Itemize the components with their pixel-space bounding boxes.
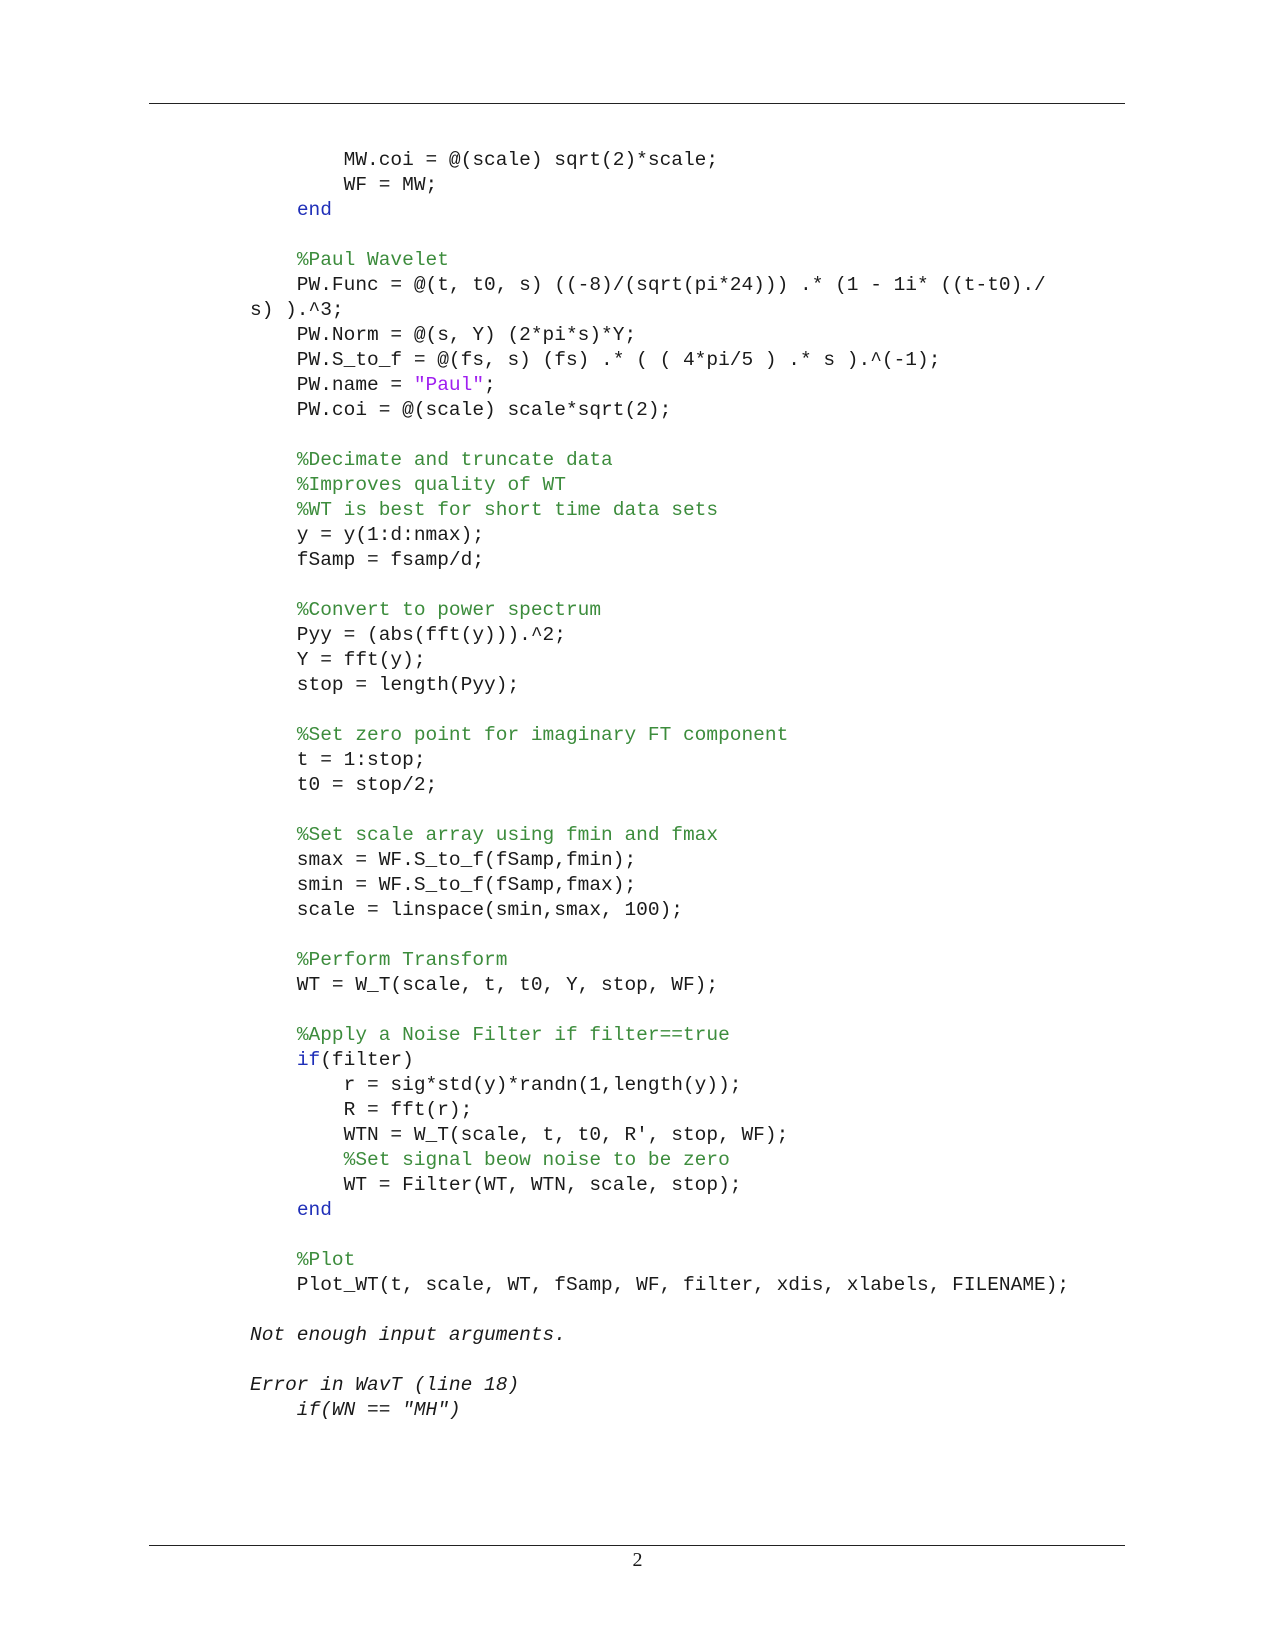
code-comment: %Perform Transform <box>296 949 508 971</box>
code-line <box>250 248 1069 273</box>
code-text <box>250 499 297 521</box>
code-text <box>250 1249 297 1271</box>
code-text: smax = WF.S_to_f(fSamp,fmin); <box>250 849 637 871</box>
blank-line <box>250 1348 1069 1373</box>
code-text <box>250 1049 297 1071</box>
code-line <box>250 273 1069 298</box>
code-text: PW.Func = @(t, t0, s) ((-8)/(sqrt(pi*24))) .* (1 - 1i* ((t-t0)./ <box>250 274 1046 296</box>
code-comment: %Set signal beow noise to be zero <box>343 1149 730 1171</box>
code-text: PW.name = <box>250 374 414 396</box>
code-text <box>250 824 297 846</box>
code-keyword: end <box>296 1199 332 1221</box>
code-line <box>250 748 1069 773</box>
blank-line <box>250 923 1069 948</box>
code-text: r = sig*std(y)*randn(1,length(y)); <box>250 1074 742 1096</box>
code-line <box>250 1323 1069 1348</box>
code-line <box>250 1373 1069 1398</box>
blank-line <box>250 573 1069 598</box>
code-text: t = 1:stop; <box>250 749 426 771</box>
code-line <box>250 1273 1069 1298</box>
blank-line <box>250 798 1069 823</box>
code-line <box>250 598 1069 623</box>
code-text: y = y(1:d:nmax); <box>250 524 485 546</box>
code-text <box>250 249 297 271</box>
code-line <box>250 873 1069 898</box>
code-text: scale = linspace(smin,smax, 100); <box>250 899 683 921</box>
code-line <box>250 523 1069 548</box>
code-line <box>250 148 1069 173</box>
error-output-text: Error in WavT (line 18) <box>250 1374 520 1396</box>
code-text: smin = WF.S_to_f(fSamp,fmax); <box>250 874 637 896</box>
code-line <box>250 198 1069 223</box>
code-line <box>250 548 1069 573</box>
blank-line <box>250 998 1069 1023</box>
code-text: t0 = stop/2; <box>250 774 438 796</box>
code-comment: %Set zero point for imaginary FT component <box>296 724 789 746</box>
code-text <box>250 1199 297 1221</box>
code-text <box>250 1149 344 1171</box>
code-text: (filter) <box>320 1049 414 1071</box>
code-line <box>250 398 1069 423</box>
code-text: PW.coi = @(scale) scale*sqrt(2); <box>250 399 672 421</box>
code-text <box>250 199 297 221</box>
code-line <box>250 1123 1069 1148</box>
code-text <box>250 1024 297 1046</box>
code-line <box>250 373 1069 398</box>
code-comment: %WT is best for short time data sets <box>296 499 719 521</box>
code-line <box>250 1173 1069 1198</box>
code-comment: %Improves quality of WT <box>296 474 566 496</box>
code-text: Pyy = (abs(fft(y))).^2; <box>250 624 566 646</box>
code-text: stop = length(Pyy); <box>250 674 520 696</box>
code-text: R = fft(r); <box>250 1099 473 1121</box>
code-line <box>250 498 1069 523</box>
code-line <box>250 648 1069 673</box>
code-text: WF = MW; <box>250 174 438 196</box>
code-line <box>250 723 1069 748</box>
code-text <box>250 474 297 496</box>
error-output-text: if(WN == "MH") <box>250 1399 461 1421</box>
code-text: Y = fft(y); <box>250 649 426 671</box>
code-line <box>250 473 1069 498</box>
code-text: WTN = W_T(scale, t, t0, R', stop, WF); <box>250 1124 789 1146</box>
code-comment: %Paul Wavelet <box>296 249 449 271</box>
blank-line <box>250 223 1069 248</box>
code-comment: %Set scale array using fmin and fmax <box>296 824 719 846</box>
code-line <box>250 848 1069 873</box>
code-text: ; <box>484 374 496 396</box>
header-rule <box>149 103 1125 104</box>
code-comment: %Plot <box>296 1249 356 1271</box>
code-text: WT = W_T(scale, t, t0, Y, stop, WF); <box>250 974 719 996</box>
code-text: PW.Norm = @(s, Y) (2*pi*s)*Y; <box>250 324 637 346</box>
code-line <box>250 948 1069 973</box>
code-text: MW.coi = @(scale) sqrt(2)*scale; <box>250 149 719 171</box>
blank-line <box>250 1223 1069 1248</box>
code-line <box>250 323 1069 348</box>
code-listing <box>250 148 1069 1423</box>
error-output-text: Not enough input arguments. <box>250 1324 566 1346</box>
code-comment: %Convert to power spectrum <box>296 599 602 621</box>
code-text <box>250 449 297 471</box>
code-line <box>250 448 1069 473</box>
code-line <box>250 673 1069 698</box>
code-line <box>250 898 1069 923</box>
code-text <box>250 599 297 621</box>
code-line <box>250 973 1069 998</box>
code-string: "Paul" <box>413 374 485 396</box>
code-line <box>250 1198 1069 1223</box>
code-line <box>250 823 1069 848</box>
code-line <box>250 173 1069 198</box>
code-line <box>250 1023 1069 1048</box>
code-text: WT = Filter(WT, WTN, scale, stop); <box>250 1174 742 1196</box>
code-line <box>250 623 1069 648</box>
code-line <box>250 1098 1069 1123</box>
code-keyword: if <box>296 1049 321 1071</box>
code-line <box>250 773 1069 798</box>
code-comment: %Apply a Noise Filter if filter==true <box>296 1024 730 1046</box>
code-text <box>250 949 297 971</box>
code-line <box>250 1048 1069 1073</box>
page-number: 2 <box>632 1549 643 1571</box>
blank-line <box>250 698 1069 723</box>
code-keyword: end <box>296 199 332 221</box>
footer-rule <box>149 1545 1125 1546</box>
code-line <box>250 348 1069 373</box>
code-text: fSamp = fsamp/d; <box>250 549 485 571</box>
code-text: Plot_WT(t, scale, WT, fSamp, WF, filter, xdis, xlabels, FILENAME); <box>250 1274 1070 1296</box>
code-line <box>250 1248 1069 1273</box>
code-line <box>250 1148 1069 1173</box>
blank-line <box>250 423 1069 448</box>
code-text: s) ).^3; <box>250 299 344 321</box>
code-line <box>250 1398 1069 1423</box>
code-text <box>250 724 297 746</box>
code-text: PW.S_to_f = @(fs, s) (fs) .* ( ( 4*pi/5 ) .* s ).^(-1); <box>250 349 941 371</box>
code-comment: %Decimate and truncate data <box>296 449 613 471</box>
blank-line <box>250 1298 1069 1323</box>
code-line <box>250 1073 1069 1098</box>
code-line <box>250 298 1069 323</box>
